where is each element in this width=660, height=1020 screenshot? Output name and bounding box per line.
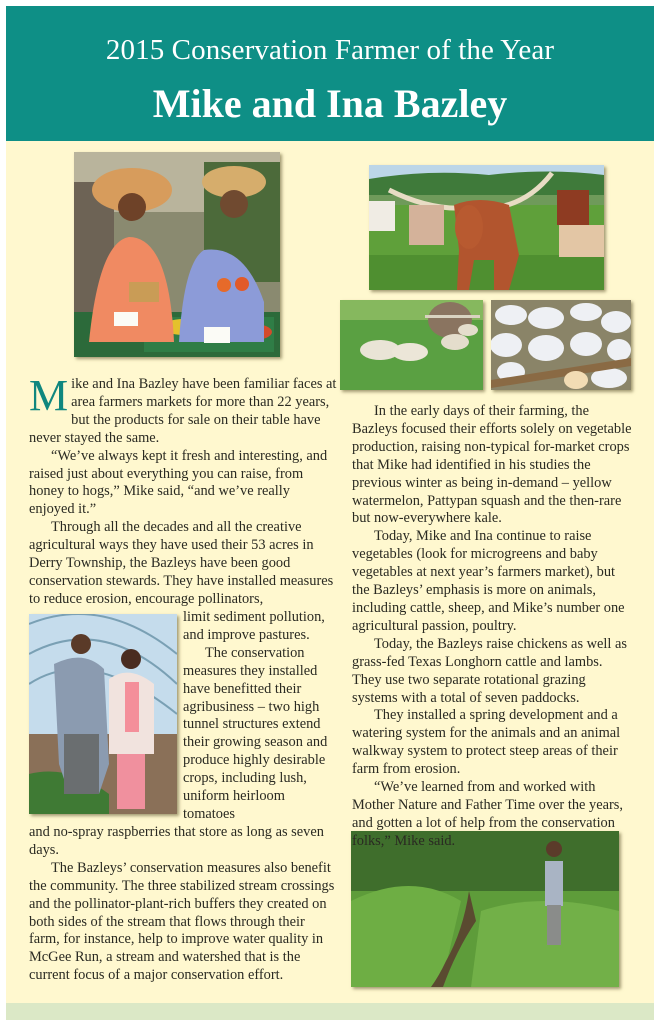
drop-cap: M xyxy=(29,371,69,420)
article-left-column-bottom xyxy=(29,824,338,985)
article-left-column-wrap xyxy=(183,609,338,824)
photo-chickens xyxy=(491,300,631,390)
article-paragraph: Today, the Bazleys raise chickens as well as grass-fed Texas Longhorn cattle and lambs. They use two separate rotational grazing systems with a total of seven paddocks. xyxy=(352,635,628,706)
article-paragraph: Through all the decades and all the creative agricultural ways they have used their 53 acres in Derry Township, the Bazleys have been good conservation stewards. They have installed measures to reduce erosion, encourage pollinators, xyxy=(29,519,334,607)
article-paragraph: The conservation measures they installed have benefitted their agribusiness – two high tunnel structures extend their growing season and produce highly desirable crops, including lush, uniform heirloom tomatoes xyxy=(183,644,328,822)
article-paragraph: In the early days of their farming, the Bazleys focused their efforts solely on vegetable production, raising non-typical for-market crops that Mike had identified in his studies the previous winter as being in-demand – yellow watermelon, Pattypan squash and the then-rare but now-everywhere kale. xyxy=(352,403,632,527)
footer-strip xyxy=(6,1003,654,1020)
article-paragraph: They installed a spring development and a watering system for the animals and an animal walkway system to protect steep areas of their farm from erosion. xyxy=(352,707,621,778)
banner-subtitle: 2015 Conservation Farmer of the Year xyxy=(105,34,555,66)
photo-high-tunnel xyxy=(29,614,177,814)
article-paragraph: “We’ve always kept it fresh and interesting, and raised just about everything you can raise, from honey to hogs,” Mike said, “and we’ve really enjoyed it.” xyxy=(29,447,328,518)
photo-sheep xyxy=(340,300,483,390)
market-stand-image xyxy=(74,152,280,357)
banner-title: Mike and Ina Bazley xyxy=(152,81,508,126)
article-paragraph: and no-spray raspberries that store as long as seven days. xyxy=(29,824,324,858)
title-banner xyxy=(6,6,654,141)
chickens-image xyxy=(491,300,631,390)
article-left-column-top xyxy=(29,371,338,609)
photo-market-stand xyxy=(74,152,280,357)
photo-stream xyxy=(351,831,619,987)
stream-image xyxy=(351,831,619,987)
article-paragraph: “We’ve learned from and worked with Mother Nature and Father Time over the years, and gotten a lot of help from the conservation folks,” Mike said. xyxy=(352,779,623,849)
high-tunnel-image xyxy=(29,614,177,814)
article-paragraph: Today, Mike and Ina continue to raise vegetables (look for microgreens and baby vegetables at next year’s farmers market), but the Bazleys’ emphasis is more on animals, including cattle, sheep, and Mike’s number one agricultural passion, poultry. xyxy=(352,528,625,634)
sheep-image xyxy=(340,300,483,390)
article-paragraph: Mike and Ina Bazley have been familiar faces at area farmers markets for more than 22 years, but the products for sale on their table have never stayed the same. xyxy=(29,371,337,446)
article-paragraph: The Bazleys’ conservation measures also benefit the community. The three stabilized stream crossings and the pollinator-plant-rich buffers they created on both sides of the stream that flows through their farm, for instance, help to improve water quality in McGee Run, a stream and watershed that is the current focus of a major conservation effort. xyxy=(29,859,335,984)
photo-longhorn-cattle xyxy=(369,165,604,290)
longhorn-image xyxy=(369,165,604,290)
article-right-column xyxy=(352,403,632,851)
article-paragraph: limit sediment pollution, and improve pastures. xyxy=(183,609,325,643)
